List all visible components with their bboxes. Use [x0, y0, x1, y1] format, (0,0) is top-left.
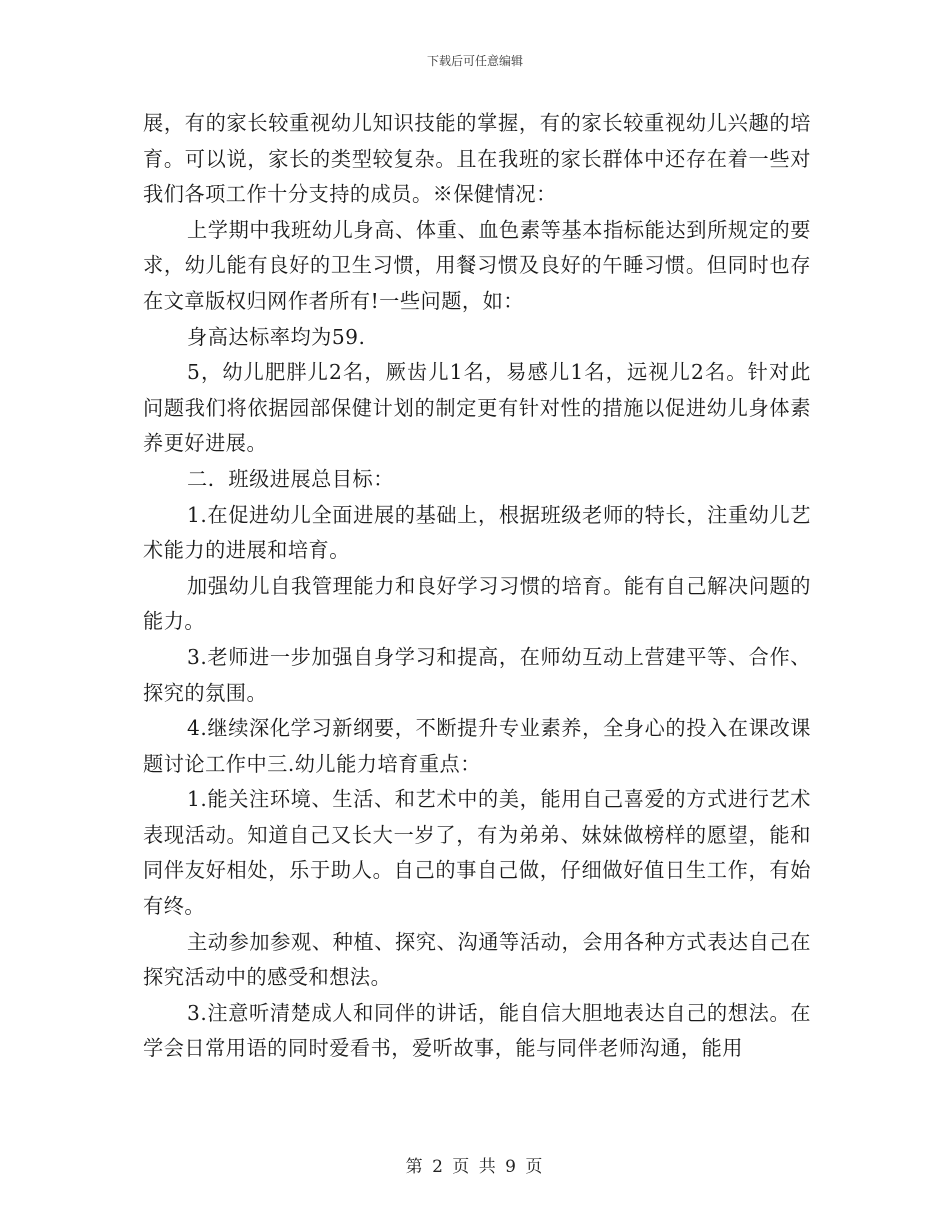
paragraph: 1.能关注环境、生活、和艺术中的美，能用自己喜爱的方式进行艺术表现活动。知道自己又长大一岁了，有为弟弟、妹妹做榜样的愿望，能和同伴友好相处，乐于助人。自己的事自己做，仔细做好值日生工作，有始有终。: [143, 787, 811, 919]
page-footer: 第 2 页 共 9 页: [405, 1157, 545, 1177]
section-heading: 二．班级进展总目标：: [187, 466, 394, 491]
paragraph: 3.老师进一步加强自身学习和提高，在师幼互动上营建平等、合作、探究的氛围。: [143, 644, 811, 705]
paragraph: 4.继续深化学习新纲要，不断提升专业素养，全身心的投入在课改课题讨论工作中三.幼儿能力培育重点：: [143, 716, 811, 776]
paragraph: 主动参加参观、种植、探究、沟通等活动，会用各种方式表达自己在探究活动中的感受和想法。: [143, 929, 811, 990]
paragraph: 5，幼儿肥胖儿2名，厥齿儿1名，易感儿1名，远视儿2名。针对此问题我们将依据园部保健计划的制定更有针对性的措施以促进幼儿身体素养更好进展。: [143, 360, 811, 456]
paragraph: 身高达标率均为59.: [187, 324, 366, 349]
paragraph: 1.在促进幼儿全面进展的基础上，根据班级老师的特长，注重幼儿艺术能力的进展和培育。: [143, 502, 811, 563]
paragraph: 展，有的家长较重视幼儿知识技能的掌握，有的家长较重视幼儿兴趣的培育。可以说，家长的类型较复杂。且在我班的家长群体中还存在着一些对我们各项工作十分支持的成员。※保健情况：: [143, 111, 811, 207]
page-header: 下载后可任意编辑: [426, 54, 523, 68]
paragraph: 上学期中我班幼儿身高、体重、血色素等基本指标能达到所规定的要求，幼儿能有良好的卫生习惯，用餐习惯及良好的午睡习惯。但同时也存在文章版权归网作者所有!一些问题，如：: [143, 217, 811, 313]
document-body: [143, 106, 811, 1067]
paragraph: 加强幼儿自我管理能力和良好学习习惯的培育。能有自己解决问题的能力。: [143, 573, 811, 634]
paragraph: 3.注意听清楚成人和同伴的讲话，能自信大胆地表达自己的想法。在学会日常用语的同时爱看书，爱听故事，能与同伴老师沟通，能用: [143, 1000, 811, 1061]
